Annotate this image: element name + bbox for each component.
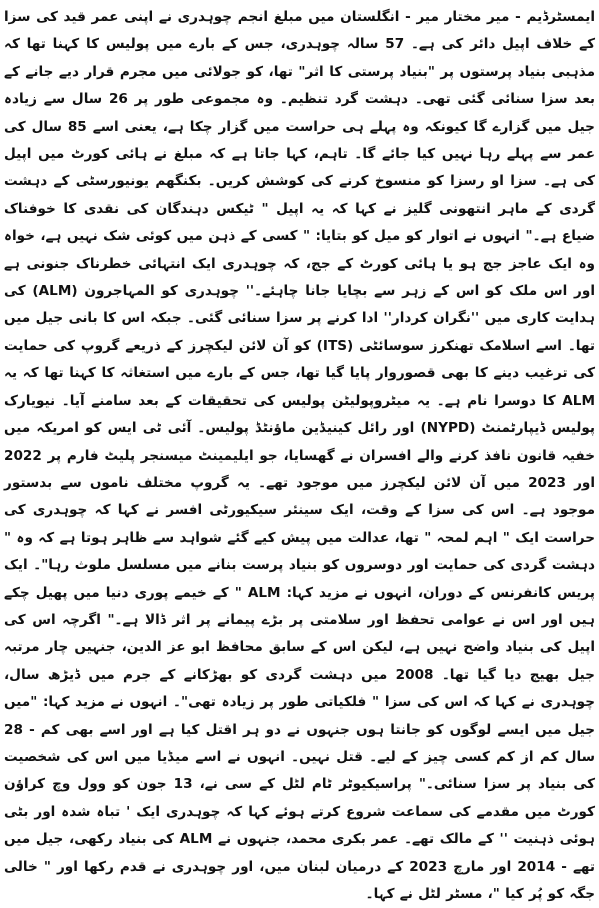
article-body-text: ایمسٹرڈیم - میر مختار میر - انگلستان میں مبلغ انجم چوہدری نے اپنی عمر قید کی سزا کے خلاف اپیل دائر کی ہے۔ 57 سالہ چوہدری، جس کے بارے میں پولیس کا کہنا تھا کہ مذہبی بنیاد پرستوں پر "بنیاد پرستی کا اثر" تھا، کو جولائی میں مجرم قرار دیے جانے کے بعد سزا سنائی گئی تھی۔ دہشت گرد تنظیم۔ وہ مجموعی طور پر 26 سال سے زیادہ جیل میں گزارے گا کیونکہ وہ پہلے ہی حراست میں گزار چکا ہے، یعنی اسے 85 سال کی عمر سے پہلے رہا نہیں کیا جائے گا۔ تاہم، کہا جاتا ہے کہ مبلغ نے ہائی کورٹ میں اپیل کی ہے۔ سزا او رسزا کو منسوخ کرنے کی کوشش کریں۔ بکنگھم یونیورسٹی کے دہشت گردی کے ماہر انتھونی گلیز نے کہا کہ یہ اپیل " ٹیکس دہندگان کی نقدی کا خوفناک ضیاع ہے۔" انہوں نے اتوار کو میل کو بتایا: " کسی کے ذہن میں کوئی شک نہیں ہے، خواہ وہ ایک عاجز جج ہو یا ہائی کورٹ کے جج، کہ چوہدری ایک انتہائی خطرناک جنونی ہے اور اس ملک کو اس کے زہر سے بچایا جانا چاہئے۔'' چوہدری کو المہاجرون (ALM) کی ہدایت کاری میں ''نگران کردار'' ادا کرنے پر سزا سنائی گئی۔ جبکہ اس کا بانی جیل میں تھا۔ اسے اسلامک تھنکرز سوسائٹی (ITS) کو آن لائن لیکچرز کے ذریعے گروپ کی حمایت کی ترغیب دینے کا بھی قصوروار پایا گیا تھا، جس کے بارے میں استغاثہ کا کہنا تھا کہ یہ ALM کا دوسرا نام ہے۔ یہ میٹروپولیٹن پولیس کی تحقیقات کے بعد سامنے آیا۔ نیویارک پولیس ڈیپارٹمنٹ (NYPD) اور رائل کینیڈین ماؤنٹڈ پولیس۔ آئی ٹی ایس کو امریکہ میں خفیہ قانون نافذ کرنے والے افسران نے گھسایا، جو ایلیمینٹ میسنجر پلیٹ فارم پر 2022 اور 2023 میں آن لائن لیکچرز میں موجود تھے۔ یہ گروپ مختلف ناموں سے بدستور موجود ہے۔ اس کی سزا کے وقت، ایک سینئر سیکیورٹی افسر نے کہا کہ چوہدری کی حراست ایک " اہم لمحہ " تھا، عدالت میں پیش کیے گئے شواہد سے ظاہر ہوتا ہے کہ وہ " دہشت گردی کی حمایت اور دوسروں کو بنیاد پرست بنانے میں مسلسل ملوث رہا"۔ ایک پریس کانفرنس کے دوران، انہوں نے مزید کہا: ALM " کے خیمے پوری دنیا میں پھیل چکے ہیں اور اس نے عوامی تحفظ اور سلامتی پر بڑے پیمانے پر اثر ڈالا ہے۔" اگرچہ اس کی اپیل کی بنیاد واضح نہیں ہے، لیکن اس کے سابق محافظ ابو عز الدین، جنہیں چار مرتبہ جیل بھیج دیا گیا تھا۔ 2008 میں دہشت گردی کو بھڑکانے کے جرم میں ڈیڑھ سال، چوہدری نے کہا کہ اس کی سزا " فلکیاتی طور پر زیادہ تھی"۔ انہوں نے مزید کہا: "میں جیل میں ایسے لوگوں کو جانتا ہوں جنہوں نے دو ہر اقتل کیا ہے اور اسے بھی کم - 28 سال کم از کم کسی چیز کے لیے۔ قتل نہیں۔ انہوں نے اسے میڈیا میں اس کی شخصیت کی بنیاد پر سزا سنائی۔" پراسیکیوٹر ٹام لٹل کے سی نے، 13 جون کو وول وچ کراؤن کورٹ میں مقدمے کی سماعت شروع کرتے ہوئے کہا کہ چوہدری ایک ' تباہ شدہ اور بٹی ہوئی ذہنیت '' کے مالک تھے۔ عمر بکری محمد، جنہوں نے ALM کی بنیاد رکھی، جیل میں تھے - 2014 اور مارچ 2023 کے درمیان لبنان میں، اور چوہدری نے قدم رکھا اور " خالی جگہ کو پُر کیا "، مسٹر لٹل نے کہا۔ — [4, 9, 596, 902]
